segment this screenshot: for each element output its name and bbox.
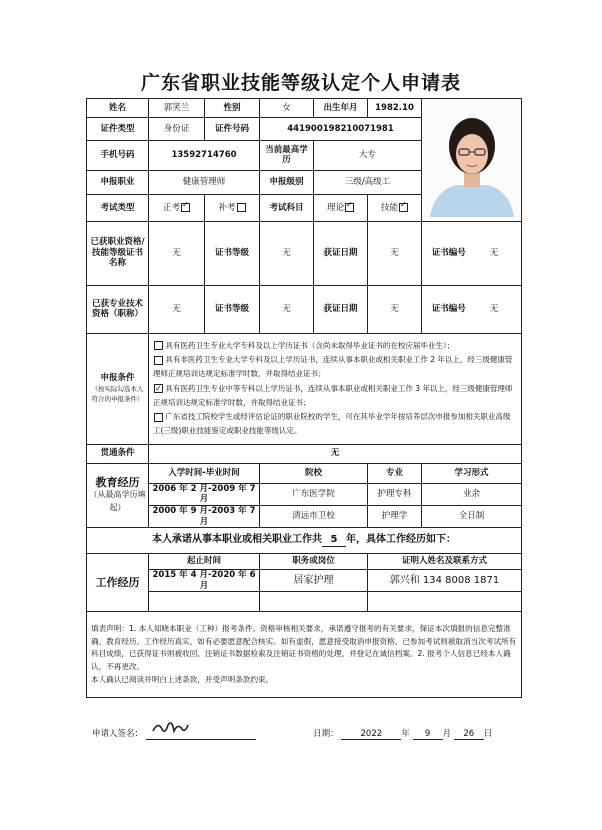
dob-value: 1982.10 xyxy=(368,99,422,118)
edu-row-major: 护理学 xyxy=(368,505,422,527)
work-row-witness: 郭兴和 134 8008 1871 xyxy=(368,570,522,592)
exam-makeup[interactable] xyxy=(205,195,260,221)
conditions-label: 申报条件 xyxy=(100,372,135,383)
subject-theory[interactable] xyxy=(314,195,368,221)
work-row-empty xyxy=(149,592,260,612)
subject-label: 考试科目 xyxy=(260,195,314,221)
education-note: （从最高学历填起） xyxy=(89,490,146,513)
edu-header-major: 专业 xyxy=(368,463,422,483)
work-row-empty xyxy=(260,592,368,612)
through-label: 贯通条件 xyxy=(87,444,149,463)
work-row-period: 2015 年 4 月-2020 年 6 月 xyxy=(149,570,260,592)
application-form xyxy=(86,98,522,698)
edu-header-school: 院校 xyxy=(260,463,368,483)
prof-level: 无 xyxy=(260,285,314,333)
job-value: 健康管理师 xyxy=(149,170,260,194)
idtype-value: 身份证 xyxy=(149,118,205,140)
edu-row-school: 广东医学院 xyxy=(260,483,368,505)
exam-makeup-label: 补考 xyxy=(218,202,236,213)
condition-option-4[interactable] xyxy=(153,410,517,439)
edu-row-form: 业余 xyxy=(422,483,522,505)
cert-no-label: 证书编号 xyxy=(431,247,466,258)
phone-value: 13592714760 xyxy=(149,140,260,170)
edu-row-period: 2000 年 9 月-2003 年 7 月 xyxy=(149,505,260,527)
gender-label: 性别 xyxy=(205,99,260,118)
date-month-unit: 月 xyxy=(442,729,452,739)
commit-suffix: 年，具体工作经历如下： xyxy=(346,533,456,545)
level-value: 三级/高级工 xyxy=(314,170,422,194)
name-value: 郭笑兰 xyxy=(149,99,205,118)
cert-date-label: 获证日期 xyxy=(314,221,368,285)
cert-level-label: 证书等级 xyxy=(205,221,260,285)
cert-no: 无 xyxy=(490,247,499,258)
commit-prefix: 本人承诺从事本职业或相关职业工作共 xyxy=(152,533,322,545)
declaration-text: 填表声明：1. 本人知晓本职业（工种）报考条件、资格审核相关要求，承诺遵守报考的有关要求，保证本次填报的信息完整准确、教育经历、工作经历真实，如有必要愿意配合核实。如有虚假，愿意接受取消申报资格、已参加考试则被取消当次考试所有科目成绩，已获得证书则被收回、注销证书数据检索及注销证书资格的处理，并登记在诚信档案。2. 报考个人信息已经本人确认，不再更改。 xyxy=(91,623,517,672)
signature-row xyxy=(92,727,532,740)
prof-level-label: 证书等级 xyxy=(205,285,260,333)
declaration-confirm: 本人确认已阅读并明白上述条款，并受声明条款约束。 xyxy=(91,675,274,685)
date-month[interactable]: 9 xyxy=(413,729,443,740)
date-day-unit: 日 xyxy=(483,729,493,739)
prof-date: 无 xyxy=(368,285,422,333)
gender-value: 女 xyxy=(260,99,314,118)
commitment-line xyxy=(87,528,522,554)
work-header-witness: 证明人姓名及联系方式 xyxy=(368,554,522,570)
date-day[interactable]: 26 xyxy=(454,729,484,740)
cert-date: 无 xyxy=(368,221,422,285)
condition-option-1[interactable] xyxy=(153,339,517,353)
job-label: 申报职业 xyxy=(87,170,149,194)
signature-label: 申请人签名： xyxy=(92,729,144,739)
edu-header-form: 学习形式 xyxy=(422,463,522,483)
condition-3-checkbox[interactable] xyxy=(154,384,163,393)
subject-skill-checkbox[interactable] xyxy=(399,203,408,212)
condition-2-checkbox[interactable] xyxy=(154,356,163,365)
work-row-position: 居家护理 xyxy=(260,570,368,592)
date-year-unit: 年 xyxy=(401,729,410,739)
cert-level: 无 xyxy=(260,221,314,285)
subject-skill-label: 技能 xyxy=(380,202,398,213)
prof-name: 无 xyxy=(149,285,205,333)
level-label: 申报级别 xyxy=(260,170,314,194)
edu-header-period: 入学时间-毕业时间 xyxy=(149,463,260,483)
work-row-empty xyxy=(368,592,522,612)
commit-years: 5 xyxy=(322,534,346,548)
portrait-image xyxy=(422,99,521,217)
condition-4-text: 广东省技工院校学生或经评估论证的职业院校的学生，可在其毕业学年按培养层次申报参加相关职业高级工(三级)职业技能鉴定或职业技能等级认定。 xyxy=(153,412,511,436)
prof-no-cell xyxy=(422,285,522,333)
dob-label: 出生年月 xyxy=(314,99,368,118)
prof-no: 无 xyxy=(490,303,499,314)
prof-label: 已获专业技术资格（职称） xyxy=(87,285,149,333)
work-label: 工作经历 xyxy=(87,554,149,612)
conditions-label-cell xyxy=(87,333,149,444)
cert-no-cell xyxy=(422,221,522,285)
edu-row-form: 全日制 xyxy=(422,505,522,527)
exam-normal-label: 正考 xyxy=(162,202,180,213)
cert-label: 已获职业资格/技能等级证书名称 xyxy=(87,221,149,285)
edu-value: 大专 xyxy=(314,140,422,170)
date-label: 日期： xyxy=(313,729,339,739)
cert-name: 无 xyxy=(149,221,205,285)
education-label: 教育经历 xyxy=(95,475,140,489)
applicant-photo xyxy=(422,99,522,222)
exam-makeup-checkbox[interactable] xyxy=(237,203,246,212)
conditions-note: （按实际勾选本人符合的申报条件） xyxy=(91,384,144,403)
edu-label: 当前最高学历 xyxy=(260,140,314,170)
prof-no-label: 证书编号 xyxy=(431,303,466,314)
declaration xyxy=(87,612,522,698)
handwritten-signature xyxy=(150,719,190,737)
conditions-options xyxy=(149,333,522,444)
edu-row-period: 2006 年 2 月-2009 年 7 月 xyxy=(149,483,260,505)
work-header-position: 职务或岗位 xyxy=(260,554,368,570)
condition-option-2[interactable] xyxy=(153,353,517,382)
subject-theory-checkbox[interactable] xyxy=(345,203,354,212)
condition-1-checkbox[interactable] xyxy=(154,341,163,350)
name-label: 姓名 xyxy=(87,99,149,118)
subject-skill[interactable] xyxy=(368,195,422,221)
date-year[interactable]: 2022 xyxy=(341,729,401,740)
condition-1-text: 具有医药卫生专业大学专科及以上学历证书（含尚未取得毕业证书的在校应届毕业生）； xyxy=(165,340,455,350)
edu-row-school: 清远市卫校 xyxy=(260,505,368,527)
exam-normal[interactable] xyxy=(149,195,205,221)
phone-label: 手机号码 xyxy=(87,140,149,170)
edu-row-major: 护理专科 xyxy=(368,483,422,505)
form-title: 广东省职业技能等级认定个人申请表 xyxy=(140,72,461,94)
condition-option-3[interactable] xyxy=(153,382,517,411)
work-header-period: 起止时间 xyxy=(149,554,260,570)
condition-2-text: 具有非医药卫生专业大学专科及以上学历证书，连续从事本职业或相关职业工作 2 年以上，经三级健康管理师正规培训达规定标准学时数，并取得结业证书； xyxy=(153,355,513,379)
prof-date-label: 获证日期 xyxy=(314,285,368,333)
education-label-cell xyxy=(87,463,149,528)
idno-label: 证件号码 xyxy=(205,118,260,140)
through-value: 无 xyxy=(149,444,522,463)
idno-value: 441900198210071981 xyxy=(260,118,422,140)
subject-theory-label: 理论 xyxy=(326,202,344,213)
condition-4-checkbox[interactable] xyxy=(154,413,163,422)
idtype-label: 证件类型 xyxy=(87,118,149,140)
exam-type-label: 考试类型 xyxy=(87,195,149,221)
exam-normal-checkbox[interactable] xyxy=(181,203,190,212)
condition-3-text: 具有医药卫生专业中等专科以上学历证书，连续从事本职业或相关职业工作 3 年以上，经三级健康管理师正规培训达规定标准学时数，并取得结业证书； xyxy=(153,383,513,407)
signature-field[interactable] xyxy=(146,727,256,740)
